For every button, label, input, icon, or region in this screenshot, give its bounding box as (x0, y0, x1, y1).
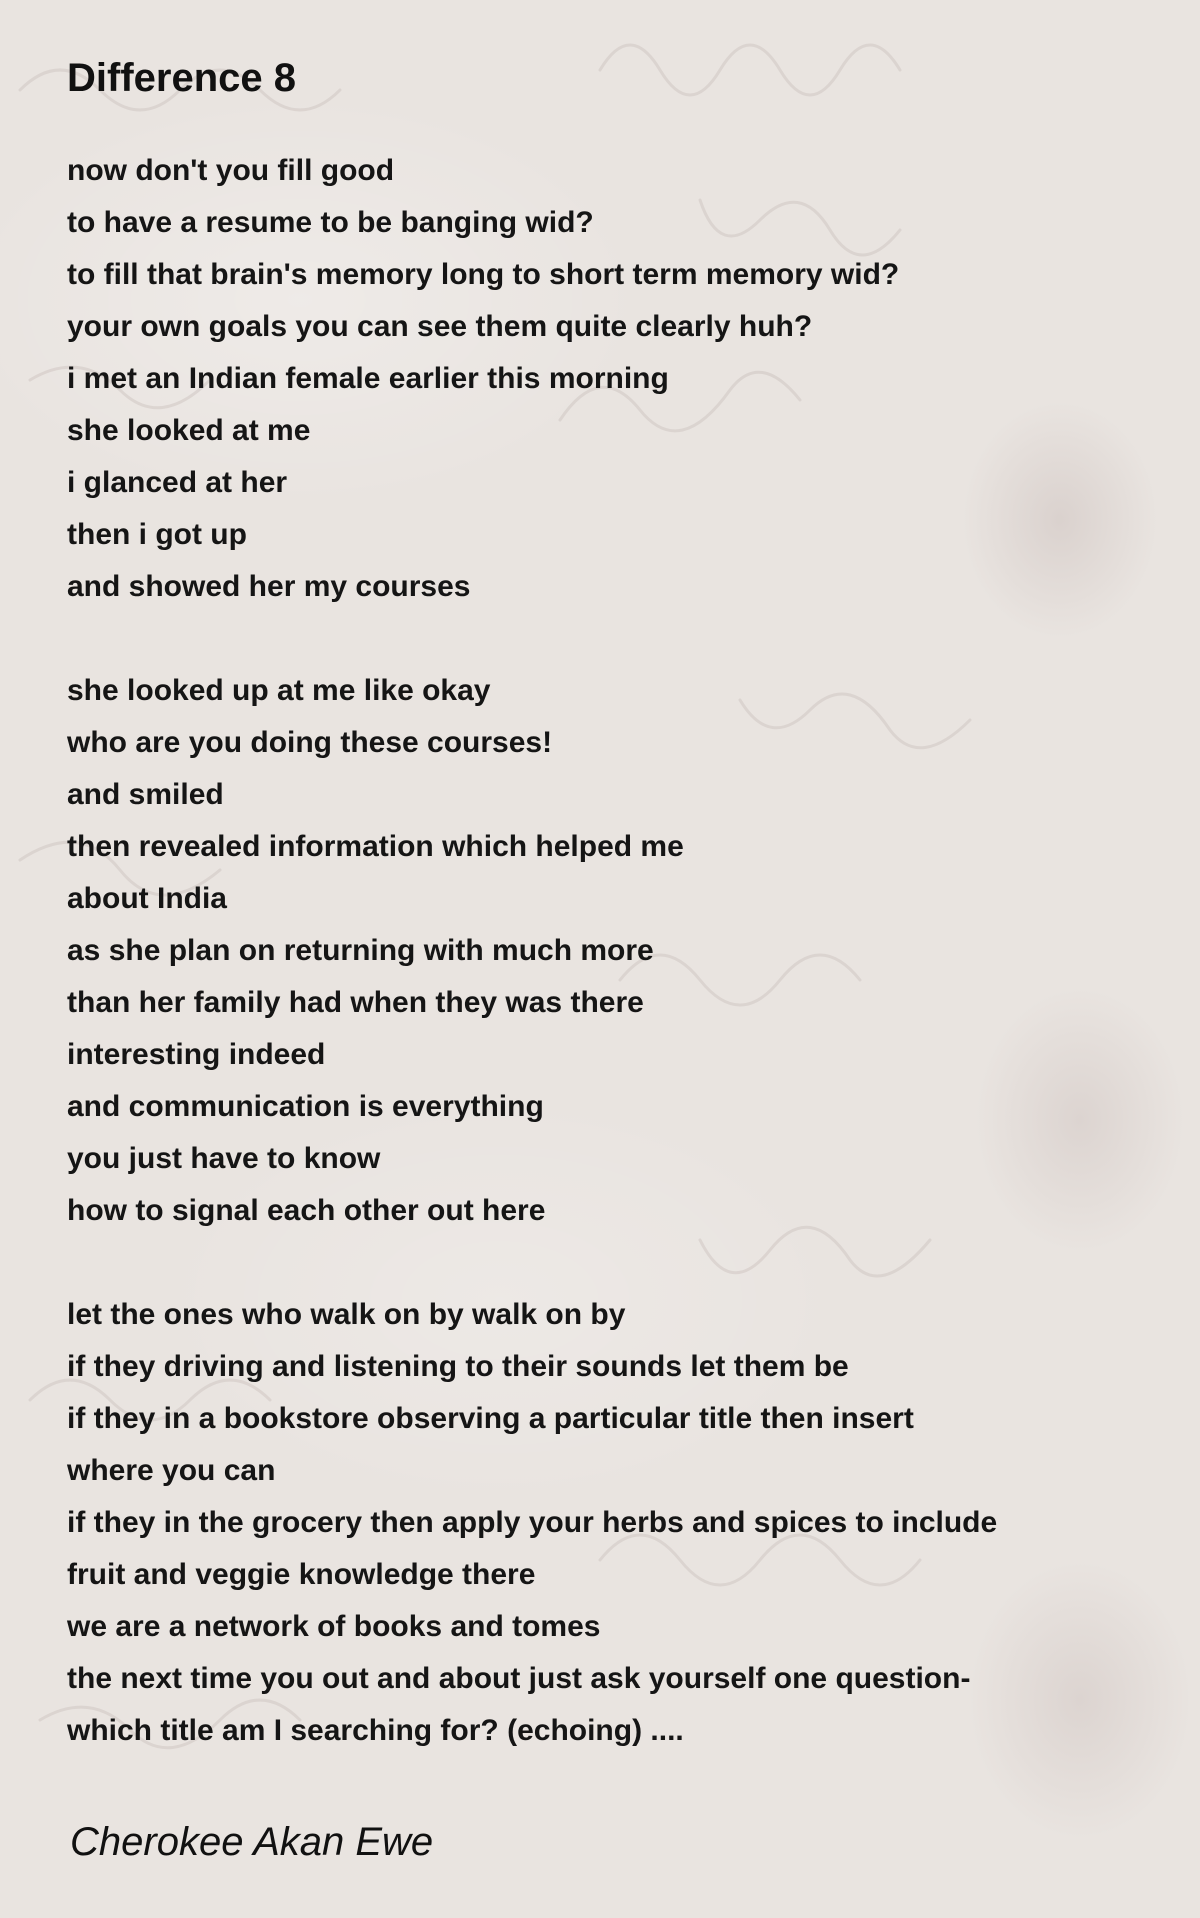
poem-line: i met an Indian female earlier this morning (67, 362, 669, 395)
poem-line: your own goals you can see them quite clearly huh? (67, 310, 813, 343)
stanza-2 (67, 665, 1147, 1237)
poem-line: now don't you fill good (67, 154, 395, 187)
poem-line: if they in a bookstore observing a particular title then insert (67, 1402, 914, 1435)
poem-line: who are you doing these courses! (67, 726, 553, 759)
poem-line: interesting indeed (67, 1038, 326, 1071)
poem-line: then i got up (67, 518, 247, 551)
poem-line: fruit and veggie knowledge there (67, 1558, 536, 1591)
poem-line: she looked at me (67, 414, 311, 447)
poem-line: the next time you out and about just ask yourself one question- (67, 1662, 971, 1695)
poem-line: as she plan on returning with much more (67, 934, 654, 967)
poem-line: to have a resume to be banging wid? (67, 206, 594, 239)
poem-line: if they driving and listening to their sounds let them be (67, 1350, 849, 1383)
poem-line: let the ones who walk on by walk on by (67, 1298, 626, 1331)
poem-author: Cherokee Akan Ewe (70, 1820, 434, 1864)
poem-line: she looked up at me like okay (67, 674, 491, 707)
poem-line: which title am I searching for? (echoing) .... (67, 1714, 684, 1747)
poem-line: about India (67, 882, 227, 915)
poem-line: you just have to know (67, 1142, 381, 1175)
poem-line: and showed her my courses (67, 570, 471, 603)
poem-line: we are a network of books and tomes (67, 1610, 601, 1643)
stanza-1 (67, 145, 1147, 613)
poem-line: than her family had when they was there (67, 986, 644, 1019)
poem-line: and communication is everything (67, 1090, 544, 1123)
poem-line: then revealed information which helped me (67, 830, 684, 863)
poem-content (67, 52, 1147, 1809)
poem-line: how to signal each other out here (67, 1194, 546, 1227)
poem-line: where you can (67, 1454, 276, 1487)
poem-line: and smiled (67, 778, 224, 811)
poem-title: Difference 8 (67, 56, 296, 100)
poem-line: if they in the grocery then apply your herbs and spices to include (67, 1506, 998, 1539)
poem-line: i glanced at her (67, 466, 288, 499)
stanza-3 (67, 1289, 1147, 1757)
poem-line: to fill that brain's memory long to short term memory wid? (67, 258, 900, 291)
